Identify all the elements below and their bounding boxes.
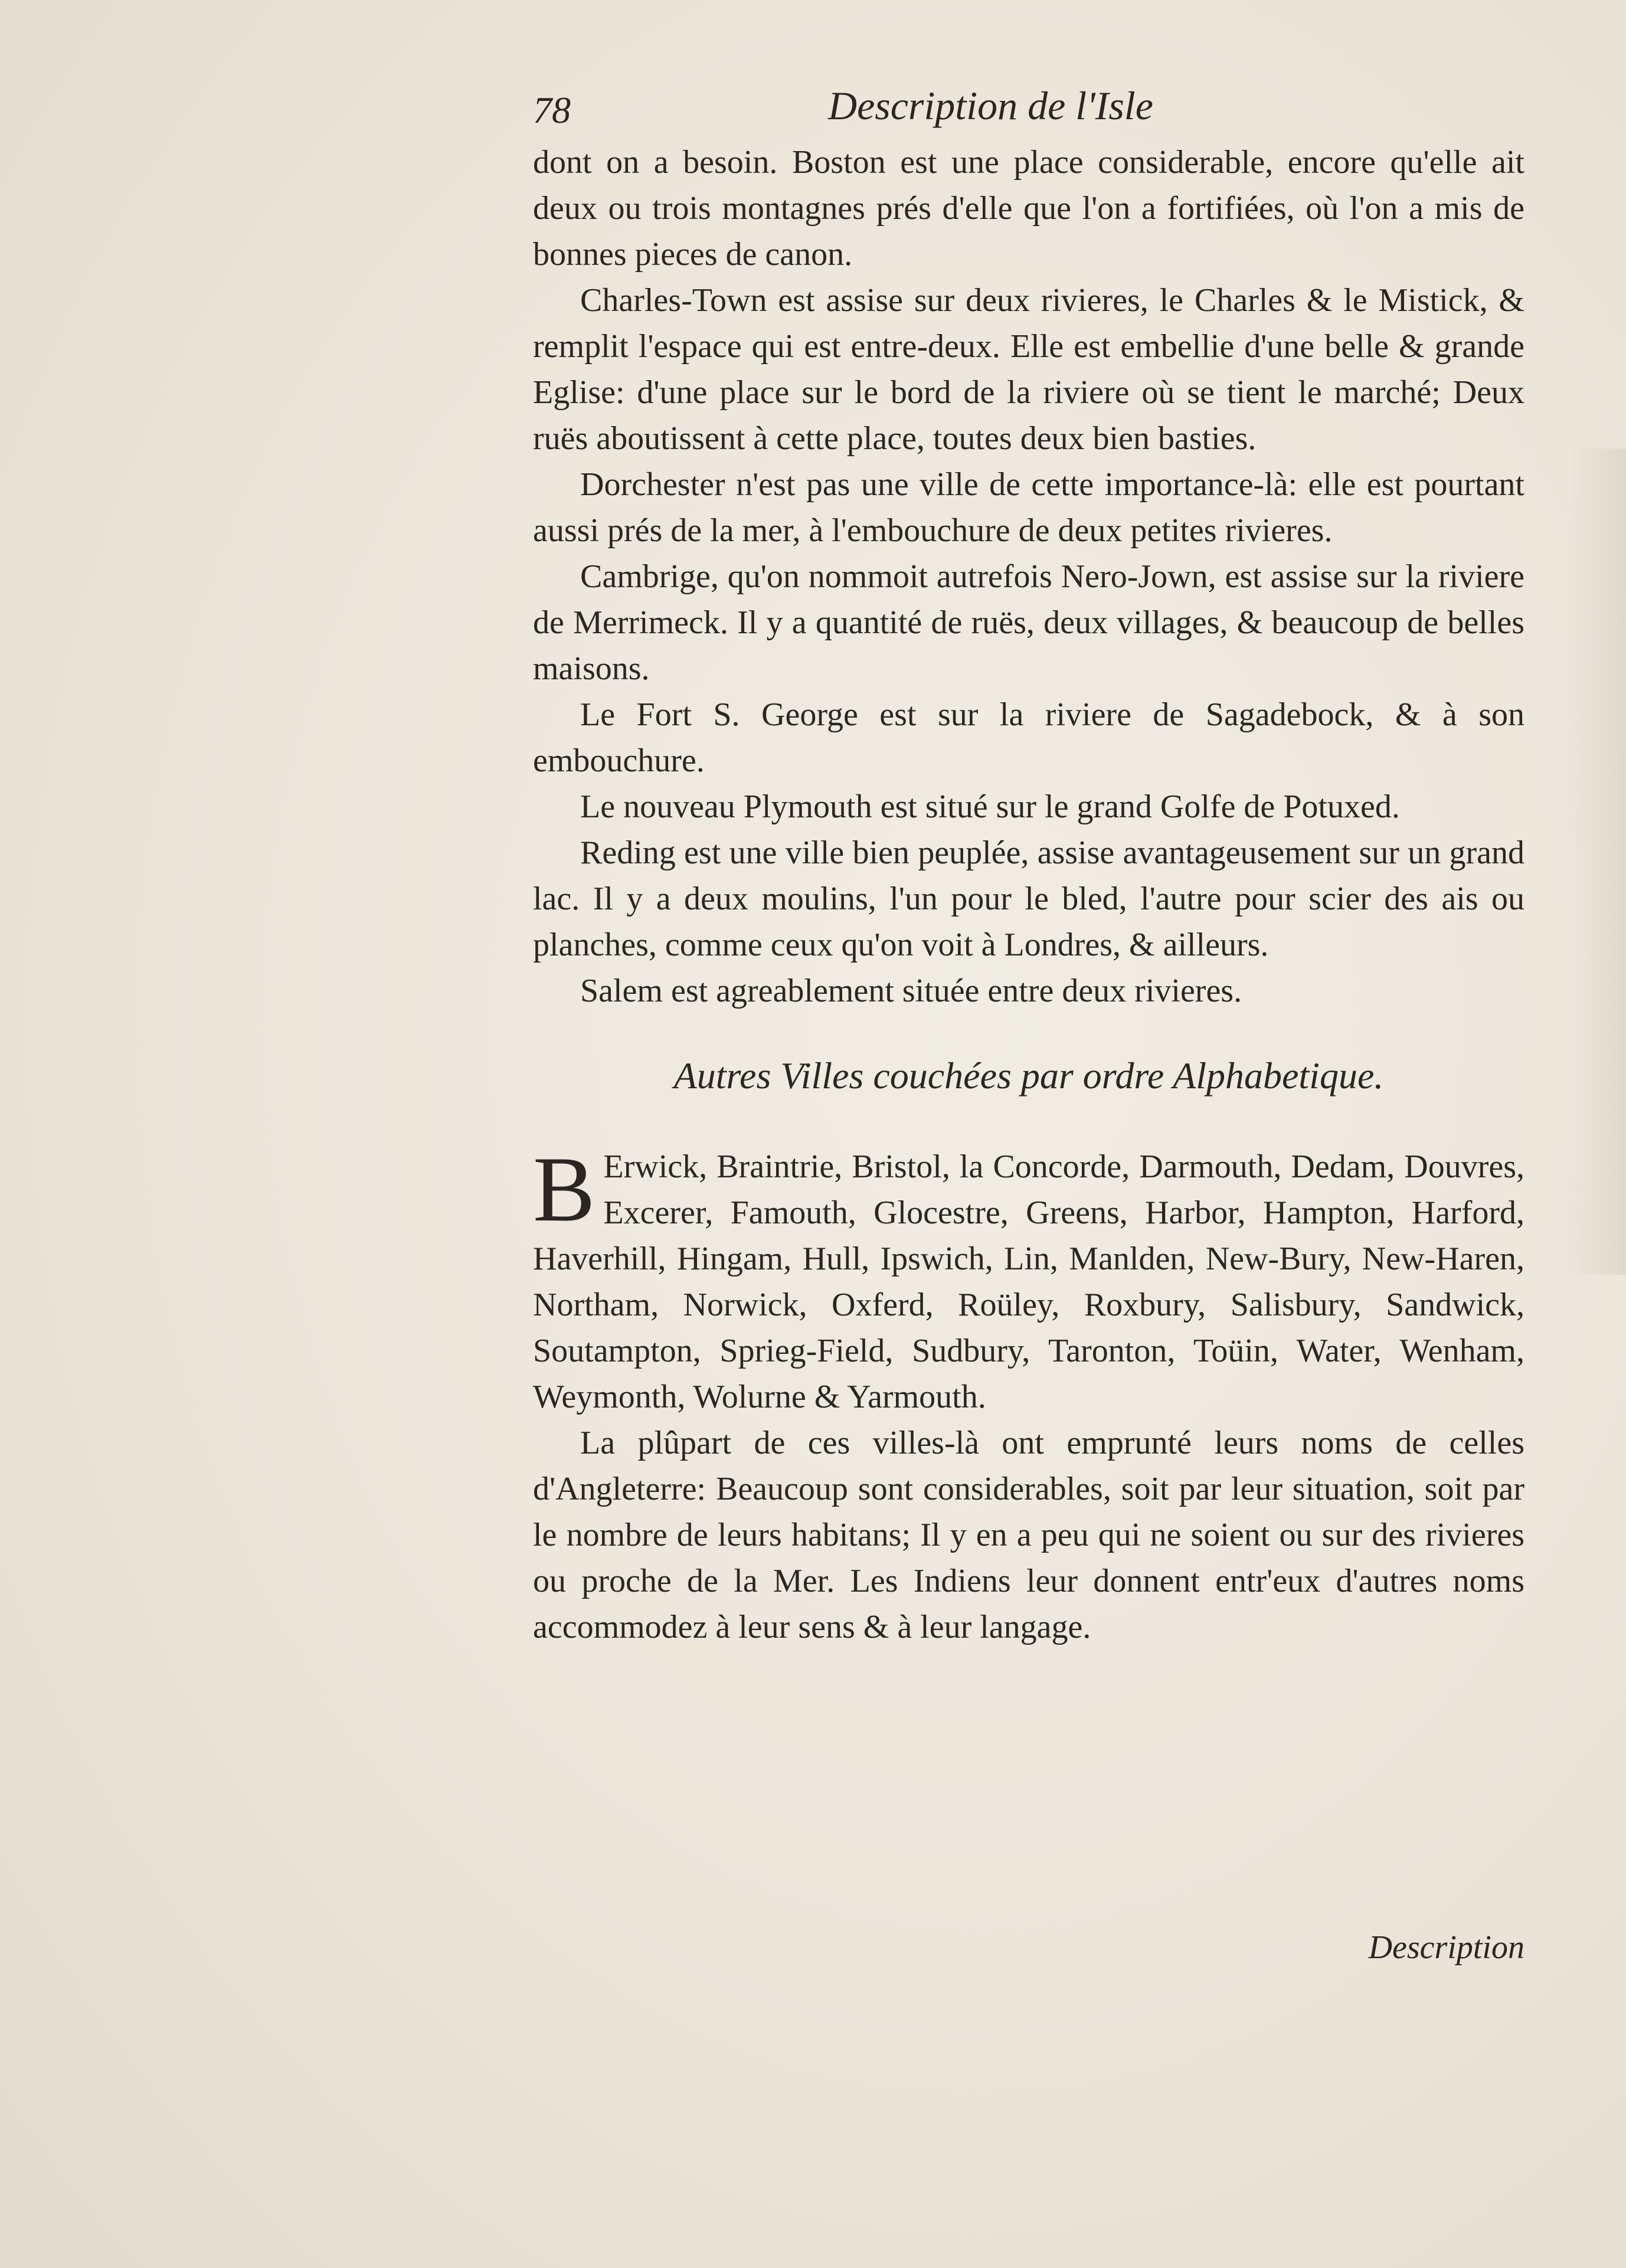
paragraph-plymouth: Le nouveau Plymouth est situé sur le grand Golfe de Potuxed.: [580, 788, 1400, 825]
town-list-paragraph: [533, 1138, 1524, 1420]
paragraph-boston: dont on a besoin. Boston est une place considerable, encore qu'elle ait deux ou trois montagnes prés d'elle que l'on a fortifiées, où l'on a mis de bonnes pieces de canon.: [533, 144, 1524, 273]
paragraph-dorchester: Dorchester n'est pas une ville de cette importance-là: elle est pourtant aussi prés de la mer, à l'embouchure de deux petites rivieres.: [533, 466, 1524, 549]
paragraph-charles-town: Charles-Town est assise sur deux rivieres, le Charles & le Mistick, & remplit l'espace qui est entre-deux. Elle est embellie d'une belle & grande Eglise: d'une place sur le bord de la riviere où se tient le marché; Deux ruës aboutissent à cette place, toutes deux bien basties.: [533, 282, 1524, 457]
closing-paragraph: La plûpart de ces villes-là ont emprunté leurs noms de celles d'Angleterre: Beaucoup sont considerables, soit par leur situation, soit par le nombre de leurs habitans; Il y en a peu qui ne soient ou sur des rivieres ou proche de la Mer. Les Indiens leur donnent entr'eux d'autres noms accommodez à leur sens & à leur langage.: [533, 1425, 1524, 1645]
catchword: Description: [1368, 1929, 1524, 1966]
paragraph-fort-george: Le Fort S. George est sur la riviere de Sagadebock, & à son embouchure.: [533, 696, 1524, 779]
paragraph-salem: Salem est agreablement située entre deux rivieres.: [580, 973, 1242, 1009]
text-block: [533, 83, 1524, 1966]
paragraph-reding: Reding est une ville bien peuplée, assise avantageusement sur un grand lac. Il y a deux moulins, l'un pour le bled, l'autre pour scier des ais ou planches, comme ceux qu'on voit à Londres, & ailleurs.: [533, 834, 1524, 963]
running-title: Description de l'Isle: [828, 83, 1153, 128]
running-head: [533, 83, 1524, 139]
drop-cap-initial: B: [533, 1138, 596, 1241]
town-list-text: Erwick, Braintrie, Bristol, la Concorde, Darmouth, Dedam, Douvres, Excerer, Famouth, Glocestre, Greens, Harbor, Hampton, Harford, Haverhill, Hingam, Hull, Ipswich, Lin, Manlden, New-Bury, New-Haren, Northam, Norwick, Oxferd, Roüley, Roxbury, Salisbury, Sandwick, Soutampton, Sprieg-Field, Sudbury, Taronton, Toüin, Water, Wenham, Weymonth, Wolurne & Yarmouth.: [533, 1148, 1524, 1415]
section-heading: Autres Villes couchées par ordre Alphabetique.: [673, 1055, 1384, 1097]
paragraph-cambrige: Cambrige, qu'on nommoit autrefois Nero-Jown, est assise sur la riviere de Merrimeck. Il y a quantité de ruës, deux villages, & beaucoup de belles maisons.: [533, 558, 1524, 687]
show-through-shadow: [1567, 449, 1626, 1275]
page-number: 78: [533, 89, 571, 131]
